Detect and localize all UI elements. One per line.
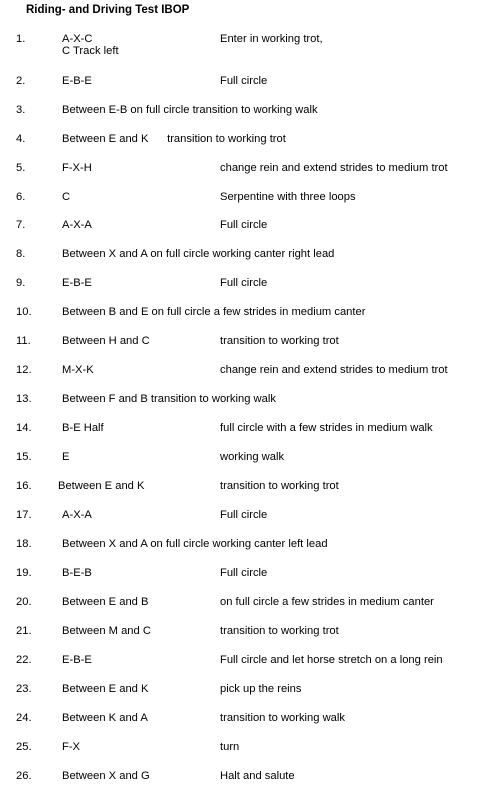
movement-action: Full circle bbox=[220, 277, 268, 289]
item-number: 14. bbox=[16, 422, 32, 434]
item-number: 10. bbox=[16, 306, 32, 318]
movement-text: Between E and K transition to working trot bbox=[62, 133, 286, 145]
movement-position bbox=[62, 683, 148, 695]
list-item bbox=[0, 133, 477, 161]
item-number: 24. bbox=[16, 712, 32, 724]
position-line: C bbox=[62, 191, 71, 203]
movement-action: turn bbox=[220, 741, 240, 753]
list-item bbox=[0, 422, 477, 450]
movement-text: Between X and A on full circle working canter right lead bbox=[62, 248, 335, 260]
page-title: Riding- and Driving Test IBOP bbox=[26, 4, 190, 16]
item-number: 12. bbox=[16, 364, 32, 376]
movement-action: Full circle bbox=[220, 567, 268, 579]
movement-position bbox=[62, 162, 92, 174]
list-item bbox=[0, 191, 477, 219]
item-number: 20. bbox=[16, 596, 32, 608]
position-line: A-X-A bbox=[62, 509, 92, 521]
movement-action: Full circle bbox=[220, 219, 268, 231]
movement-action: Enter in working trot, bbox=[220, 33, 323, 45]
position-line: E-B-E bbox=[62, 654, 92, 666]
position-line: F-X-H bbox=[62, 162, 92, 174]
position-line: Between K and A bbox=[62, 712, 148, 724]
movement-action: Serpentine with three loops bbox=[220, 191, 356, 203]
item-number: 17. bbox=[16, 509, 32, 521]
list-item bbox=[0, 509, 477, 537]
position-line: B-E Half bbox=[62, 422, 104, 434]
item-number: 26. bbox=[16, 770, 32, 782]
list-item bbox=[0, 538, 477, 566]
list-item bbox=[0, 625, 477, 653]
list-item bbox=[0, 306, 477, 334]
movement-action: transition to working walk bbox=[220, 712, 345, 724]
position-line: M-X-K bbox=[62, 364, 94, 376]
item-number: 13. bbox=[16, 393, 32, 405]
movement-position bbox=[62, 191, 70, 203]
position-line: Between E and B bbox=[62, 596, 149, 608]
position-line: E-B-E bbox=[62, 75, 92, 87]
list-item bbox=[0, 741, 477, 769]
movement-action: full circle with a few strides in medium walk bbox=[220, 422, 433, 434]
movement-position bbox=[62, 654, 92, 666]
movement-action: transition to working trot bbox=[220, 335, 339, 347]
movement-position bbox=[62, 75, 92, 87]
position-line: Between E and K bbox=[58, 480, 145, 492]
movement-position bbox=[62, 451, 69, 463]
movement-action: pick up the reins bbox=[220, 683, 302, 695]
movement-action: change rein and extend strides to medium trot bbox=[220, 162, 448, 174]
item-number: 3. bbox=[16, 104, 26, 116]
item-number: 19. bbox=[16, 567, 32, 579]
list-item bbox=[0, 33, 477, 61]
item-number: 23. bbox=[16, 683, 32, 695]
movement-position bbox=[62, 596, 148, 608]
movement-action: transition to working trot bbox=[220, 625, 339, 637]
item-number: 9. bbox=[16, 277, 26, 289]
list-item bbox=[0, 480, 477, 508]
position-line: Between X and G bbox=[62, 770, 150, 782]
movement-action: change rein and extend strides to medium trot bbox=[220, 364, 448, 376]
item-number: 5. bbox=[16, 162, 26, 174]
list-item bbox=[0, 335, 477, 363]
list-item bbox=[0, 451, 477, 479]
list-item bbox=[0, 219, 477, 247]
movement-position bbox=[62, 712, 148, 724]
movement-text: Between F and B transition to working walk bbox=[62, 393, 276, 405]
list-item bbox=[0, 364, 477, 392]
movement-position bbox=[62, 335, 150, 347]
item-number: 11. bbox=[16, 335, 31, 347]
list-item bbox=[0, 277, 477, 305]
movement-position bbox=[58, 480, 144, 492]
list-item bbox=[0, 393, 477, 421]
movement-action: Halt and salute bbox=[220, 770, 295, 782]
item-number: 8. bbox=[16, 248, 26, 260]
position-line: F-X bbox=[62, 741, 81, 753]
position-line: E-B-E bbox=[62, 277, 92, 289]
item-number: 16. bbox=[16, 480, 32, 492]
item-number: 18. bbox=[16, 538, 32, 550]
list-item bbox=[0, 654, 477, 682]
list-item bbox=[0, 683, 477, 711]
position-line: C Track left bbox=[62, 45, 119, 57]
movement-position bbox=[62, 33, 119, 57]
movement-position bbox=[62, 770, 150, 782]
movement-action: Full circle bbox=[220, 75, 268, 87]
position-line: A-X-A bbox=[62, 219, 92, 231]
movement-action: on full circle a few strides in medium canter bbox=[220, 596, 434, 608]
item-number: 1. bbox=[16, 33, 26, 45]
movement-action: transition to working trot bbox=[220, 480, 339, 492]
list-item bbox=[0, 75, 477, 103]
item-number: 22. bbox=[16, 654, 32, 666]
movement-position bbox=[62, 625, 151, 637]
position-line: Between M and C bbox=[62, 625, 151, 637]
item-number: 21. bbox=[16, 625, 32, 637]
item-number: 6. bbox=[16, 191, 26, 203]
position-line: E bbox=[62, 451, 70, 463]
list-item bbox=[0, 162, 477, 190]
movement-position bbox=[62, 219, 92, 231]
list-item bbox=[0, 567, 477, 595]
movement-text: Between E-B on full circle transition to working walk bbox=[62, 104, 318, 116]
position-line: A-X-C bbox=[62, 33, 93, 45]
list-item bbox=[0, 596, 477, 624]
list-item bbox=[0, 104, 477, 132]
list-item bbox=[0, 770, 477, 798]
movement-position bbox=[62, 567, 92, 579]
list-item bbox=[0, 248, 477, 276]
item-number: 25. bbox=[16, 741, 32, 753]
movement-action: working walk bbox=[220, 451, 285, 463]
item-number: 15. bbox=[16, 451, 32, 463]
movement-position bbox=[62, 364, 94, 376]
movement-position bbox=[62, 741, 80, 753]
position-line: Between H and C bbox=[62, 335, 150, 347]
item-number: 4. bbox=[16, 133, 26, 145]
position-line: Between E and K bbox=[62, 683, 149, 695]
position-line: B-E-B bbox=[62, 567, 92, 579]
movement-position bbox=[62, 509, 92, 521]
movement-position bbox=[62, 422, 104, 434]
movement-text: Between X and A on full circle working canter left lead bbox=[62, 538, 328, 550]
list-item bbox=[0, 712, 477, 740]
movement-text: Between B and E on full circle a few strides in medium canter bbox=[62, 306, 366, 318]
movement-action: Full circle and let horse stretch on a long rein bbox=[220, 654, 443, 666]
movement-position bbox=[62, 277, 92, 289]
item-number: 2. bbox=[16, 75, 26, 87]
movement-action: Full circle bbox=[220, 509, 268, 521]
item-number: 7. bbox=[16, 219, 26, 231]
